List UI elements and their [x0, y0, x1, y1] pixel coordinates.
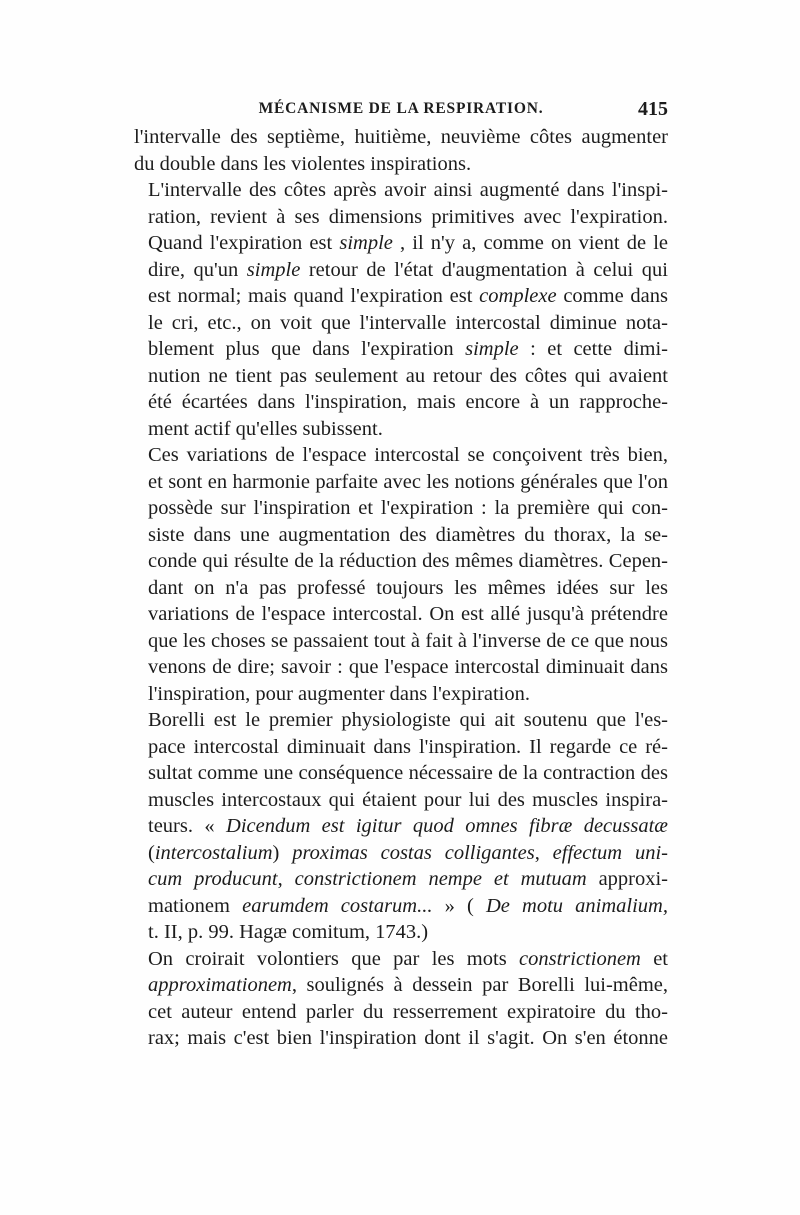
- text-line: venons de dire; savoir : que l'espace intercostal diminuait dans: [148, 656, 668, 678]
- text-line: été écartées dans l'inspiration, mais encore à un rapproche-: [148, 391, 668, 413]
- text-line: Ces variations de l'espace intercostal se conçoivent très bien,: [148, 444, 668, 466]
- text-line: pace intercostal diminuait dans l'inspiration. Il regarde ce ré-: [148, 735, 668, 758]
- text-line: Borelli est le premier physiologiste qui ait soutenu que l'es-: [148, 709, 668, 731]
- text-line: possède sur l'inspiration et l'expiration : la première qui con-: [148, 497, 668, 519]
- text-line: nution ne tient pas seulement au retour des côtes qui avaient: [148, 364, 668, 387]
- text-line: cet auteur entend parler du resserrement expiratoire du tho-: [148, 1000, 668, 1023]
- text-line: dire, qu'un simple retour de l'état d'augmentation à celui qui: [148, 258, 668, 281]
- paragraph-5: [134, 946, 668, 1052]
- page-header: [134, 100, 668, 126]
- text-line: du double dans les violentes inspirations.: [134, 152, 472, 175]
- text-line: conde qui résulte de la réduction des mêmes diamètres. Cepen-: [148, 550, 668, 572]
- text-line: ration, revient à ses dimensions primitives avec l'expiration.: [148, 205, 668, 228]
- text-line: L'intervalle des côtes après avoir ainsi augmenté dans l'inspi-: [148, 179, 668, 201]
- text-line: blement plus que dans l'expiration simple : et cette dimi-: [148, 338, 669, 360]
- text-line: dant on n'a pas professé toujours les mêmes idées sur les: [148, 576, 668, 599]
- text-line: approximationem, soulignés à dessein par Borelli lui-même,: [148, 974, 668, 996]
- paragraph-4: [134, 707, 668, 946]
- text-line: sultat comme une conséquence nécessaire de la contraction des: [148, 762, 668, 784]
- text-line: On croirait volontiers que par les mots constrictionem et: [148, 947, 668, 970]
- paragraph-1: [134, 124, 668, 177]
- text-line: Quand l'expiration est simple , il n'y a, comme on vient de le: [148, 232, 668, 254]
- text-line: l'intervalle des septième, huitième, neuvième côtes augmenter: [134, 126, 668, 148]
- page-number: 415: [638, 98, 668, 120]
- text-line: variations de l'espace intercostal. On est allé jusqu'à prétendre: [148, 603, 668, 625]
- body-text: [134, 124, 668, 1052]
- text-line: teurs. « Dicendum est igitur quod omnes fibræ decussatæ: [148, 815, 668, 837]
- text-line: mationem earumdem costarum... » ( De motu animalium,: [148, 894, 668, 917]
- text-line: t. II, p. 99. Hagæ comitum, 1743.): [148, 921, 429, 943]
- text-line: que les choses se passaient tout à fait à l'inverse de ce que nous: [148, 629, 668, 652]
- text-line: ment actif qu'elles subissent.: [148, 417, 383, 440]
- text-line: l'inspiration, pour augmenter dans l'expiration.: [148, 682, 530, 705]
- text-line: est normal; mais quand l'expiration est complexe comme dans: [148, 285, 669, 307]
- running-title: MÉCANISME DE LA RESPIRATION.: [258, 100, 544, 117]
- text-line: siste dans une augmentation des diamètres du thorax, la se-: [148, 523, 668, 546]
- text-line: rax; mais c'est bien l'inspiration dont il s'agit. On s'en étonne: [148, 1027, 668, 1049]
- text-line: et sont en harmonie parfaite avec les notions générales que l'on: [148, 470, 668, 493]
- paragraph-3: [134, 442, 668, 707]
- text-line: cum producunt, constrictionem nempe et mutuam approxi-: [148, 868, 669, 890]
- text-line: muscles intercostaux qui étaient pour lui des muscles inspira-: [148, 788, 668, 811]
- paragraph-2: [134, 177, 668, 442]
- text-line: (intercostalium) proximas costas colligantes, effectum uni-: [148, 841, 668, 864]
- text-line: le cri, etc., on voit que l'intervalle intercostal diminue nota-: [148, 311, 668, 334]
